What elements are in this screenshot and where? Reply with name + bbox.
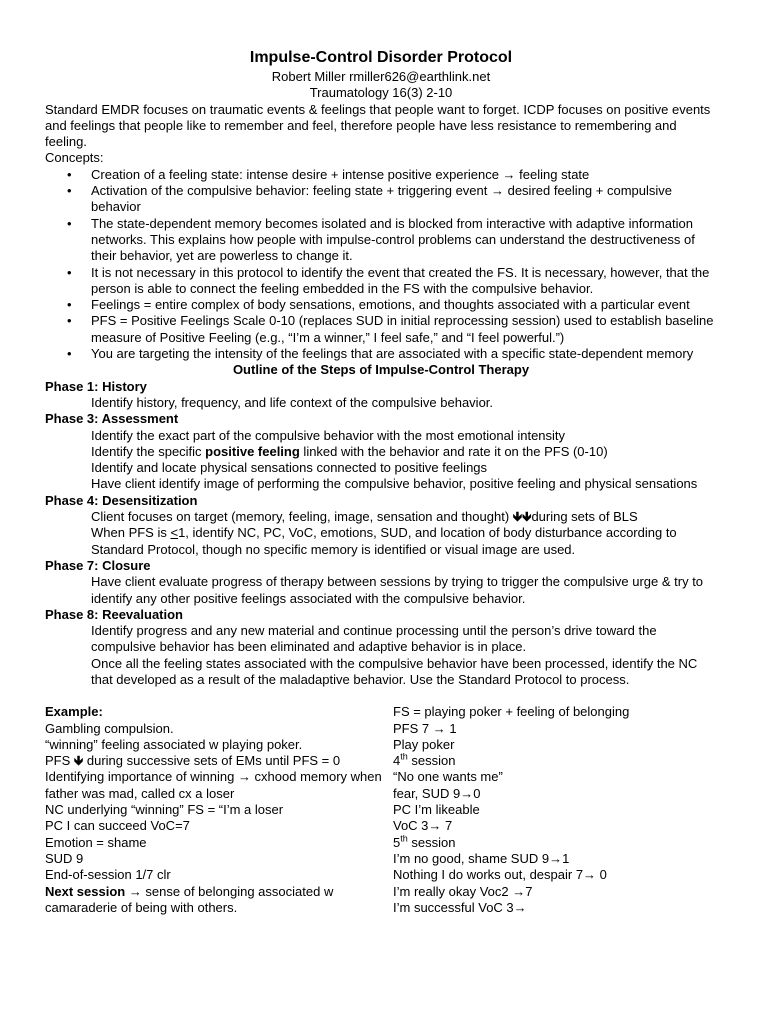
phase4-line-post: 1, identify NC, PC, VoC, emotions, SUD, and location of body disturbance according to Standard Protocol, though no specific memory is identified or visual image are used.: [91, 525, 677, 557]
session-number: 4: [393, 753, 401, 769]
example-line: fear, SUD 9→0: [393, 785, 481, 801]
concept-item: • You are targeting the intensity of the feelings that are associated with a specific state-dependent memory: [45, 346, 717, 362]
less-than-symbol: <: [170, 525, 179, 541]
example-line: NC underlying “winning” FS = “I’m a loser: [45, 802, 284, 818]
intro-paragraph: Standard EMDR focuses on traumatic events & feelings that people want to forget. ICDP focuses on positive events and feelings that people like to remember and feel, therefore people have less resistance to remembering and feeling.: [45, 101, 711, 150]
example-line: FS = playing poker + feeling of belonging: [393, 704, 630, 720]
example-line-post: during successive sets of EMs until PFS = 0: [83, 753, 341, 769]
ordinal-suffix: th: [400, 833, 408, 844]
phase3-line-post: linked with the behavior and rate it on the PFS (0-10): [299, 443, 608, 459]
phase3-line: [45, 444, 717, 460]
example-left-column: [45, 704, 393, 916]
phase1-heading: Phase 1: History: [45, 378, 147, 394]
example-heading: Example:: [45, 704, 103, 720]
example-line: PC I’m likeable: [393, 802, 480, 818]
example-line: PC I can succeed VoC=7: [45, 818, 190, 834]
phase1-line: Identify history, frequency, and life context of the compulsive behavior.: [91, 394, 494, 410]
phase3-line: Identify the exact part of the compulsive behavior with the most emotional intensity: [91, 427, 566, 443]
example-line: I’m no good, shame SUD 9→1: [393, 850, 570, 866]
positive-feeling-emphasis: positive feeling: [205, 443, 300, 459]
phase3-line-pre: Identify the specific: [91, 443, 206, 459]
example-line: “No one wants me”: [393, 769, 503, 785]
example-line-pre: PFS: [45, 753, 74, 769]
example-line-post: → sense of belonging associated w camaraderie of being with others.: [45, 883, 334, 915]
session-number: 5: [393, 834, 401, 850]
document-page: [45, 48, 717, 916]
phase4-heading: Phase 4: Desensitization: [45, 492, 198, 508]
phase4-line: [45, 509, 717, 525]
phase7-line: Have client evaluate progress of therapy between sessions by trying to trigger the compulsive urge & try to identify any other positive feelings associated with the compulsive behavior.: [91, 574, 704, 606]
example-line: Gambling compulsion.: [45, 720, 174, 736]
phase4-line-post: during sets of BLS: [531, 509, 638, 525]
phase3-line: Have client identify image of performing the compulsive behavior, positive feeling and physical sensations: [91, 476, 698, 492]
session-line: [393, 753, 717, 769]
concept-item: • PFS = Positive Feelings Scale 0-10 (replaces SUD in initial reprocessing session) used to establish baseline measure of Positive Feeling (e.g., “I’m a winner,” I feel safe,” and “I feel powerful.”): [45, 313, 717, 346]
concept-item: • Feelings = entire complex of body sensations, emotions, and thoughts associated with a particular event: [45, 297, 717, 313]
concept-item: • It is not necessary in this protocol to identify the event that created the FS. It is necessary, however, that the person is able to connect the feeling embedded in the FS with the compulsive behavior.: [45, 265, 717, 298]
example-line: End-of-session 1/7 clr: [45, 867, 171, 883]
section-spacer: [45, 688, 717, 704]
next-session-label: Next session: [45, 883, 126, 899]
example-line: Play poker: [393, 736, 455, 752]
session-line: [393, 835, 717, 851]
citation-line: Traumatology 16(3) 2-10: [309, 85, 453, 101]
phase4-line-pre: When PFS is: [91, 525, 171, 541]
phase3-heading: Phase 3: Assessment: [45, 411, 179, 427]
concept-item: • Activation of the compulsive behavior: feeling state + triggering event → desired feeling + compulsive behavior: [45, 183, 717, 216]
example-section: [45, 704, 717, 916]
ordinal-suffix: th: [400, 751, 408, 762]
concepts-heading: Concepts:: [45, 150, 104, 166]
phase8-line: Once all the feeling states associated with the compulsive behavior have been processed, identify the NC that developed as a result of the maladaptive behavior. Use the Standard Protocol to process.: [91, 655, 698, 687]
example-line: I’m really okay Voc2 →7: [393, 883, 533, 899]
example-line: [45, 884, 393, 917]
example-line: Emotion = shame: [45, 834, 147, 850]
example-line: VoC 3→ 7: [393, 818, 453, 834]
example-line: I’m successful VoC 3→: [393, 899, 527, 915]
phase4-line-pre: Client focuses on target (memory, feeling, image, sensation and thought): [91, 509, 513, 525]
example-line: Identifying importance of winning → cxhood memory when father was mad, called cx a loser: [45, 769, 382, 801]
phase4-line: [45, 525, 717, 558]
down-arrows-icon: 🡻🡻: [512, 509, 532, 525]
concept-item: • Creation of a feeling state: intense desire + intense positive experience → feeling state: [45, 167, 717, 183]
concept-item: • The state-dependent memory becomes isolated and is blocked from interactive with adaptive information networks. This explains how people with impulse-control problems can understand the destructiveness of their behavior, yet are powerless to change it.: [45, 216, 717, 265]
down-arrow-icon: 🡻: [73, 753, 84, 769]
example-line: PFS 7 → 1: [393, 720, 457, 736]
example-line: “winning” feeling associated w playing poker.: [45, 736, 303, 752]
concepts-list: [45, 167, 717, 363]
session-word: session: [407, 753, 456, 769]
example-right-column: [393, 704, 717, 916]
author-line: Robert Miller rmiller626@earthlink.net: [271, 69, 491, 84]
phase7-heading: Phase 7: Closure: [45, 557, 151, 573]
example-line: Nothing I do works out, despair 7→ 0: [393, 867, 607, 883]
example-line: [45, 753, 393, 769]
outline-title: Outline of the Steps of Impulse-Control Therapy: [232, 362, 530, 378]
phase8-line: Identify progress and any new material and continue processing until the person’s drive toward the compulsive behavior has been eliminated and adaptive behavior is in place.: [91, 623, 657, 655]
phase8-heading: Phase 8: Reevaluation: [45, 606, 183, 622]
phase3-line: Identify and locate physical sensations connected to positive feelings: [91, 460, 488, 476]
document-title: Impulse-Control Disorder Protocol: [249, 49, 513, 66]
session-word: session: [407, 834, 456, 850]
example-line: SUD 9: [45, 850, 84, 866]
